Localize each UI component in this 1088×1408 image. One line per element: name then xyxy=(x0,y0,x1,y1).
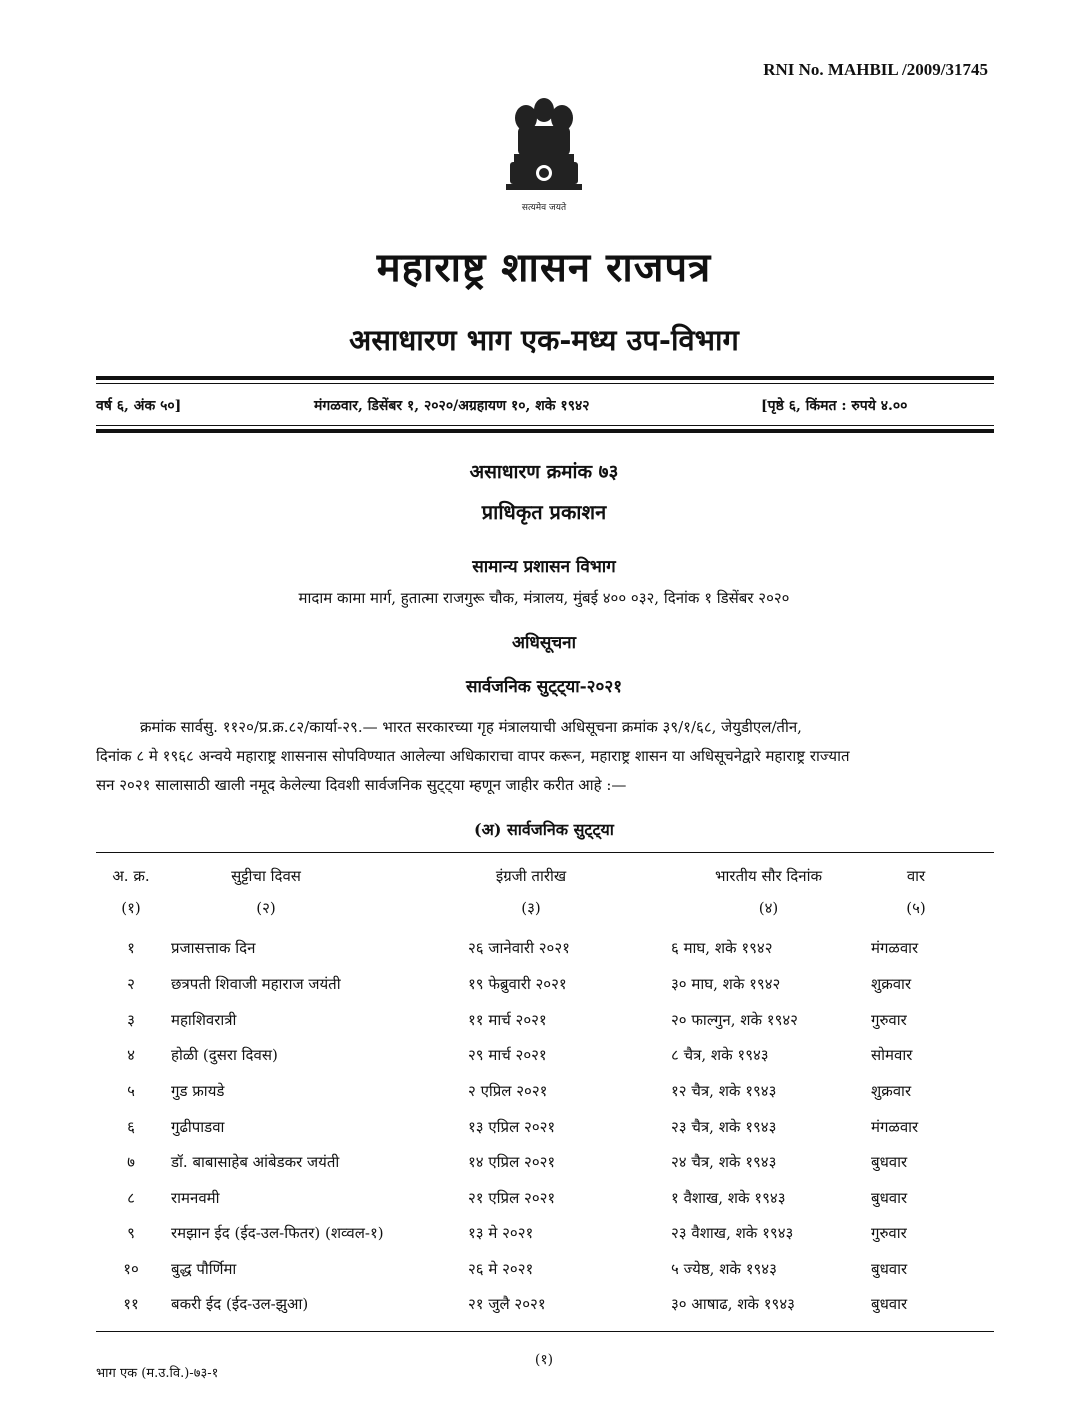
cell-day: बुधवार xyxy=(871,1153,908,1171)
cell-holiday: होळी (दुसरा दिवस) xyxy=(171,1046,278,1064)
department-address: मादाम कामा मार्ग, हुतात्मा राजगुरू चौक, मंत्रालय, मुंबई ४०० ०३२, दिनांक १ डिसेंबर २०२० xyxy=(298,589,790,607)
emblem-motto: सत्यमेव जयते xyxy=(521,203,567,213)
cell-english-date: ११ मार्च २०२१ xyxy=(468,1011,547,1029)
cell-day: बुधवार xyxy=(871,1260,908,1278)
cell-holiday: छत्रपती शिवाजी महाराज जयंती xyxy=(171,975,341,993)
state-emblem-icon xyxy=(496,92,592,220)
cell-holiday: डॉ. बाबासाहेब आंबेडकर जयंती xyxy=(171,1153,340,1171)
gazette-subtitle: असाधारण भाग एक-मध्य उप-विभाग xyxy=(349,323,739,357)
department-name: सामान्य प्रशासन विभाग xyxy=(472,557,616,577)
cell-english-date: १९ फेब्रुवारी २०२१ xyxy=(468,975,567,993)
table-row xyxy=(96,1117,994,1151)
header-num-2: (२) xyxy=(256,899,276,917)
cell-indian-date: १ वैशाख, शके १९४३ xyxy=(671,1189,786,1207)
cell-serial: ६ xyxy=(127,1118,135,1136)
cell-holiday: गुड फ्रायडे xyxy=(171,1082,225,1100)
notification-heading: अधिसूचना xyxy=(512,633,576,653)
cell-holiday: रमझान ईद (ईद-उल-फितर) (शव्वल-१) xyxy=(171,1224,384,1242)
gazette-title: महाराष्ट्र शासन राजपत्र xyxy=(376,244,712,291)
cell-english-date: १४ एप्रिल २०२१ xyxy=(468,1153,556,1171)
cell-indian-date: ३० आषाढ, शके १९४३ xyxy=(671,1295,795,1313)
cell-day: बुधवार xyxy=(871,1295,908,1313)
cell-serial: १० xyxy=(123,1260,139,1278)
cell-holiday: प्रजासत्ताक दिन xyxy=(171,939,256,957)
cell-serial: ७ xyxy=(127,1153,135,1171)
cell-english-date: २१ जुलै २०२१ xyxy=(468,1295,546,1313)
table-bottom-rule xyxy=(96,1331,994,1332)
header-day: वार xyxy=(906,867,926,885)
cell-holiday: बकरी ईद (ईद-उल-झुआ) xyxy=(171,1295,309,1313)
table-row xyxy=(96,1223,994,1257)
cell-serial: ८ xyxy=(127,1189,135,1207)
header-num-3: (३) xyxy=(521,899,541,917)
cell-english-date: १३ मे २०२१ xyxy=(468,1224,534,1242)
publication-code: भाग एक (म.उ.वि.)-७३-१ xyxy=(96,1366,219,1381)
table-row xyxy=(96,1152,994,1186)
cell-indian-date: २४ चैत्र, शके १९४३ xyxy=(671,1153,777,1171)
header-num-5: (५) xyxy=(906,899,926,917)
table-row xyxy=(96,1188,994,1222)
cell-day: गुरुवार xyxy=(871,1011,907,1029)
cell-day: शुक्रवार xyxy=(871,975,912,993)
table-row xyxy=(96,938,994,972)
body-line-3: सन २०२१ सालासाठी खाली नमूद केलेल्या दिवशी सार्वजनिक सुट्ट्या म्हणून जाहीर करीत आहे :— xyxy=(96,776,627,794)
cell-serial: ३ xyxy=(127,1011,135,1029)
cell-holiday: महाशिवरात्री xyxy=(171,1011,237,1029)
cell-day: मंगळवार xyxy=(871,939,919,957)
cell-indian-date: ६ माघ, शके १९४२ xyxy=(671,939,773,957)
table-top-rule xyxy=(96,852,994,853)
cell-holiday: गुढीपाडवा xyxy=(171,1118,225,1136)
cell-serial: ९ xyxy=(127,1224,135,1242)
cell-english-date: १३ एप्रिल २०२१ xyxy=(468,1118,556,1136)
table-row xyxy=(96,1045,994,1079)
cell-english-date: २६ मे २०२१ xyxy=(468,1260,534,1278)
cell-holiday: रामनवमी xyxy=(171,1189,220,1207)
top-rule-thick xyxy=(96,376,994,380)
table-row xyxy=(96,1081,994,1115)
body-line-1: क्रमांक सार्वसु. ११२०/प्र.क्र.८२/कार्या-२९.— भारत सरकारच्या गृह मंत्रालयाची अधिसूचना क्रमांक ३९/१/६८, जेयुडीएल/तीन, xyxy=(140,718,802,736)
cell-serial: २ xyxy=(127,975,135,993)
issue-pages-price: [पृष्ठे ६, किंमत : रुपये ४.०० xyxy=(761,398,908,414)
issue-rule-thick xyxy=(96,429,994,433)
cell-day: बुधवार xyxy=(871,1189,908,1207)
rni-number: RNI No. MAHBIL /2009/31745 xyxy=(763,60,988,79)
cell-day: शुक्रवार xyxy=(871,1082,912,1100)
cell-indian-date: २३ चैत्र, शके १९४३ xyxy=(671,1118,777,1136)
issue-rule-thin xyxy=(96,425,994,426)
cell-indian-date: ५ ज्येष्ठ, शके १९४३ xyxy=(671,1260,777,1278)
cell-indian-date: २३ वैशाख, शके १९४३ xyxy=(671,1224,794,1242)
cell-day: गुरुवार xyxy=(871,1224,907,1242)
table-row xyxy=(96,1259,994,1293)
cell-day: सोमवार xyxy=(871,1046,913,1064)
issue-date: मंगळवार, डिसेंबर १, २०२०/अग्रहायण १०, शके १९४२ xyxy=(314,398,590,414)
header-english-date: इंग्रजी तारीख xyxy=(495,867,567,885)
table-row xyxy=(96,1294,994,1328)
notification-body xyxy=(96,713,994,800)
cell-indian-date: २० फाल्गुन, शके १९४२ xyxy=(671,1011,798,1029)
cell-english-date: २१ एप्रिल २०२१ xyxy=(468,1189,556,1207)
cell-serial: ५ xyxy=(127,1082,135,1100)
header-serial: अ. क्र. xyxy=(112,867,150,885)
page-number: (१) xyxy=(534,1352,554,1368)
table-row xyxy=(96,974,994,1008)
header-indian-date: भारतीय सौर दिनांक xyxy=(715,867,822,885)
table-title: (अ) सार्वजनिक सुट्ट्या xyxy=(474,820,614,839)
cell-day: मंगळवार xyxy=(871,1118,919,1136)
issue-line xyxy=(96,396,994,418)
cell-english-date: २ एप्रिल २०२१ xyxy=(468,1082,548,1100)
cell-english-date: २९ मार्च २०२१ xyxy=(468,1046,547,1064)
body-line-2: दिनांक ८ मे १९६८ अन्वये महाराष्ट्र शासनास सोपविण्यात आलेल्या अधिकाराचा वापर करून, महाराष्ट्र शासन या अधिसूचनेद्वारे महाराष्ट्र राज्यात xyxy=(96,747,850,765)
cell-serial: १ xyxy=(127,939,135,957)
cell-holiday: बुद्ध पौर्णिमा xyxy=(171,1260,237,1278)
cell-indian-date: १२ चैत्र, शके १९४३ xyxy=(671,1082,777,1100)
header-holiday: सुट्टीचा दिवस xyxy=(231,867,301,885)
header-num-4: (४) xyxy=(758,899,779,917)
top-rule-thin xyxy=(96,383,994,384)
issue-volume: वर्ष ६, अंक ५०] xyxy=(96,398,182,414)
header-num-1: (१) xyxy=(121,899,141,917)
extraordinary-number: असाधारण क्रमांक ७३ xyxy=(469,461,619,483)
cell-indian-date: ३० माघ, शके १९४२ xyxy=(671,975,781,993)
notification-subject: सार्वजनिक सुट्ट्या-२०२१ xyxy=(465,677,623,697)
table-row xyxy=(96,1010,994,1044)
cell-indian-date: ८ चैत्र, शके १९४३ xyxy=(671,1046,769,1064)
authority-line: प्राधिकृत प्रकाशन xyxy=(481,500,607,524)
cell-english-date: २६ जानेवारी २०२१ xyxy=(468,939,570,957)
cell-serial: ११ xyxy=(123,1295,139,1313)
cell-serial: ४ xyxy=(127,1046,135,1064)
